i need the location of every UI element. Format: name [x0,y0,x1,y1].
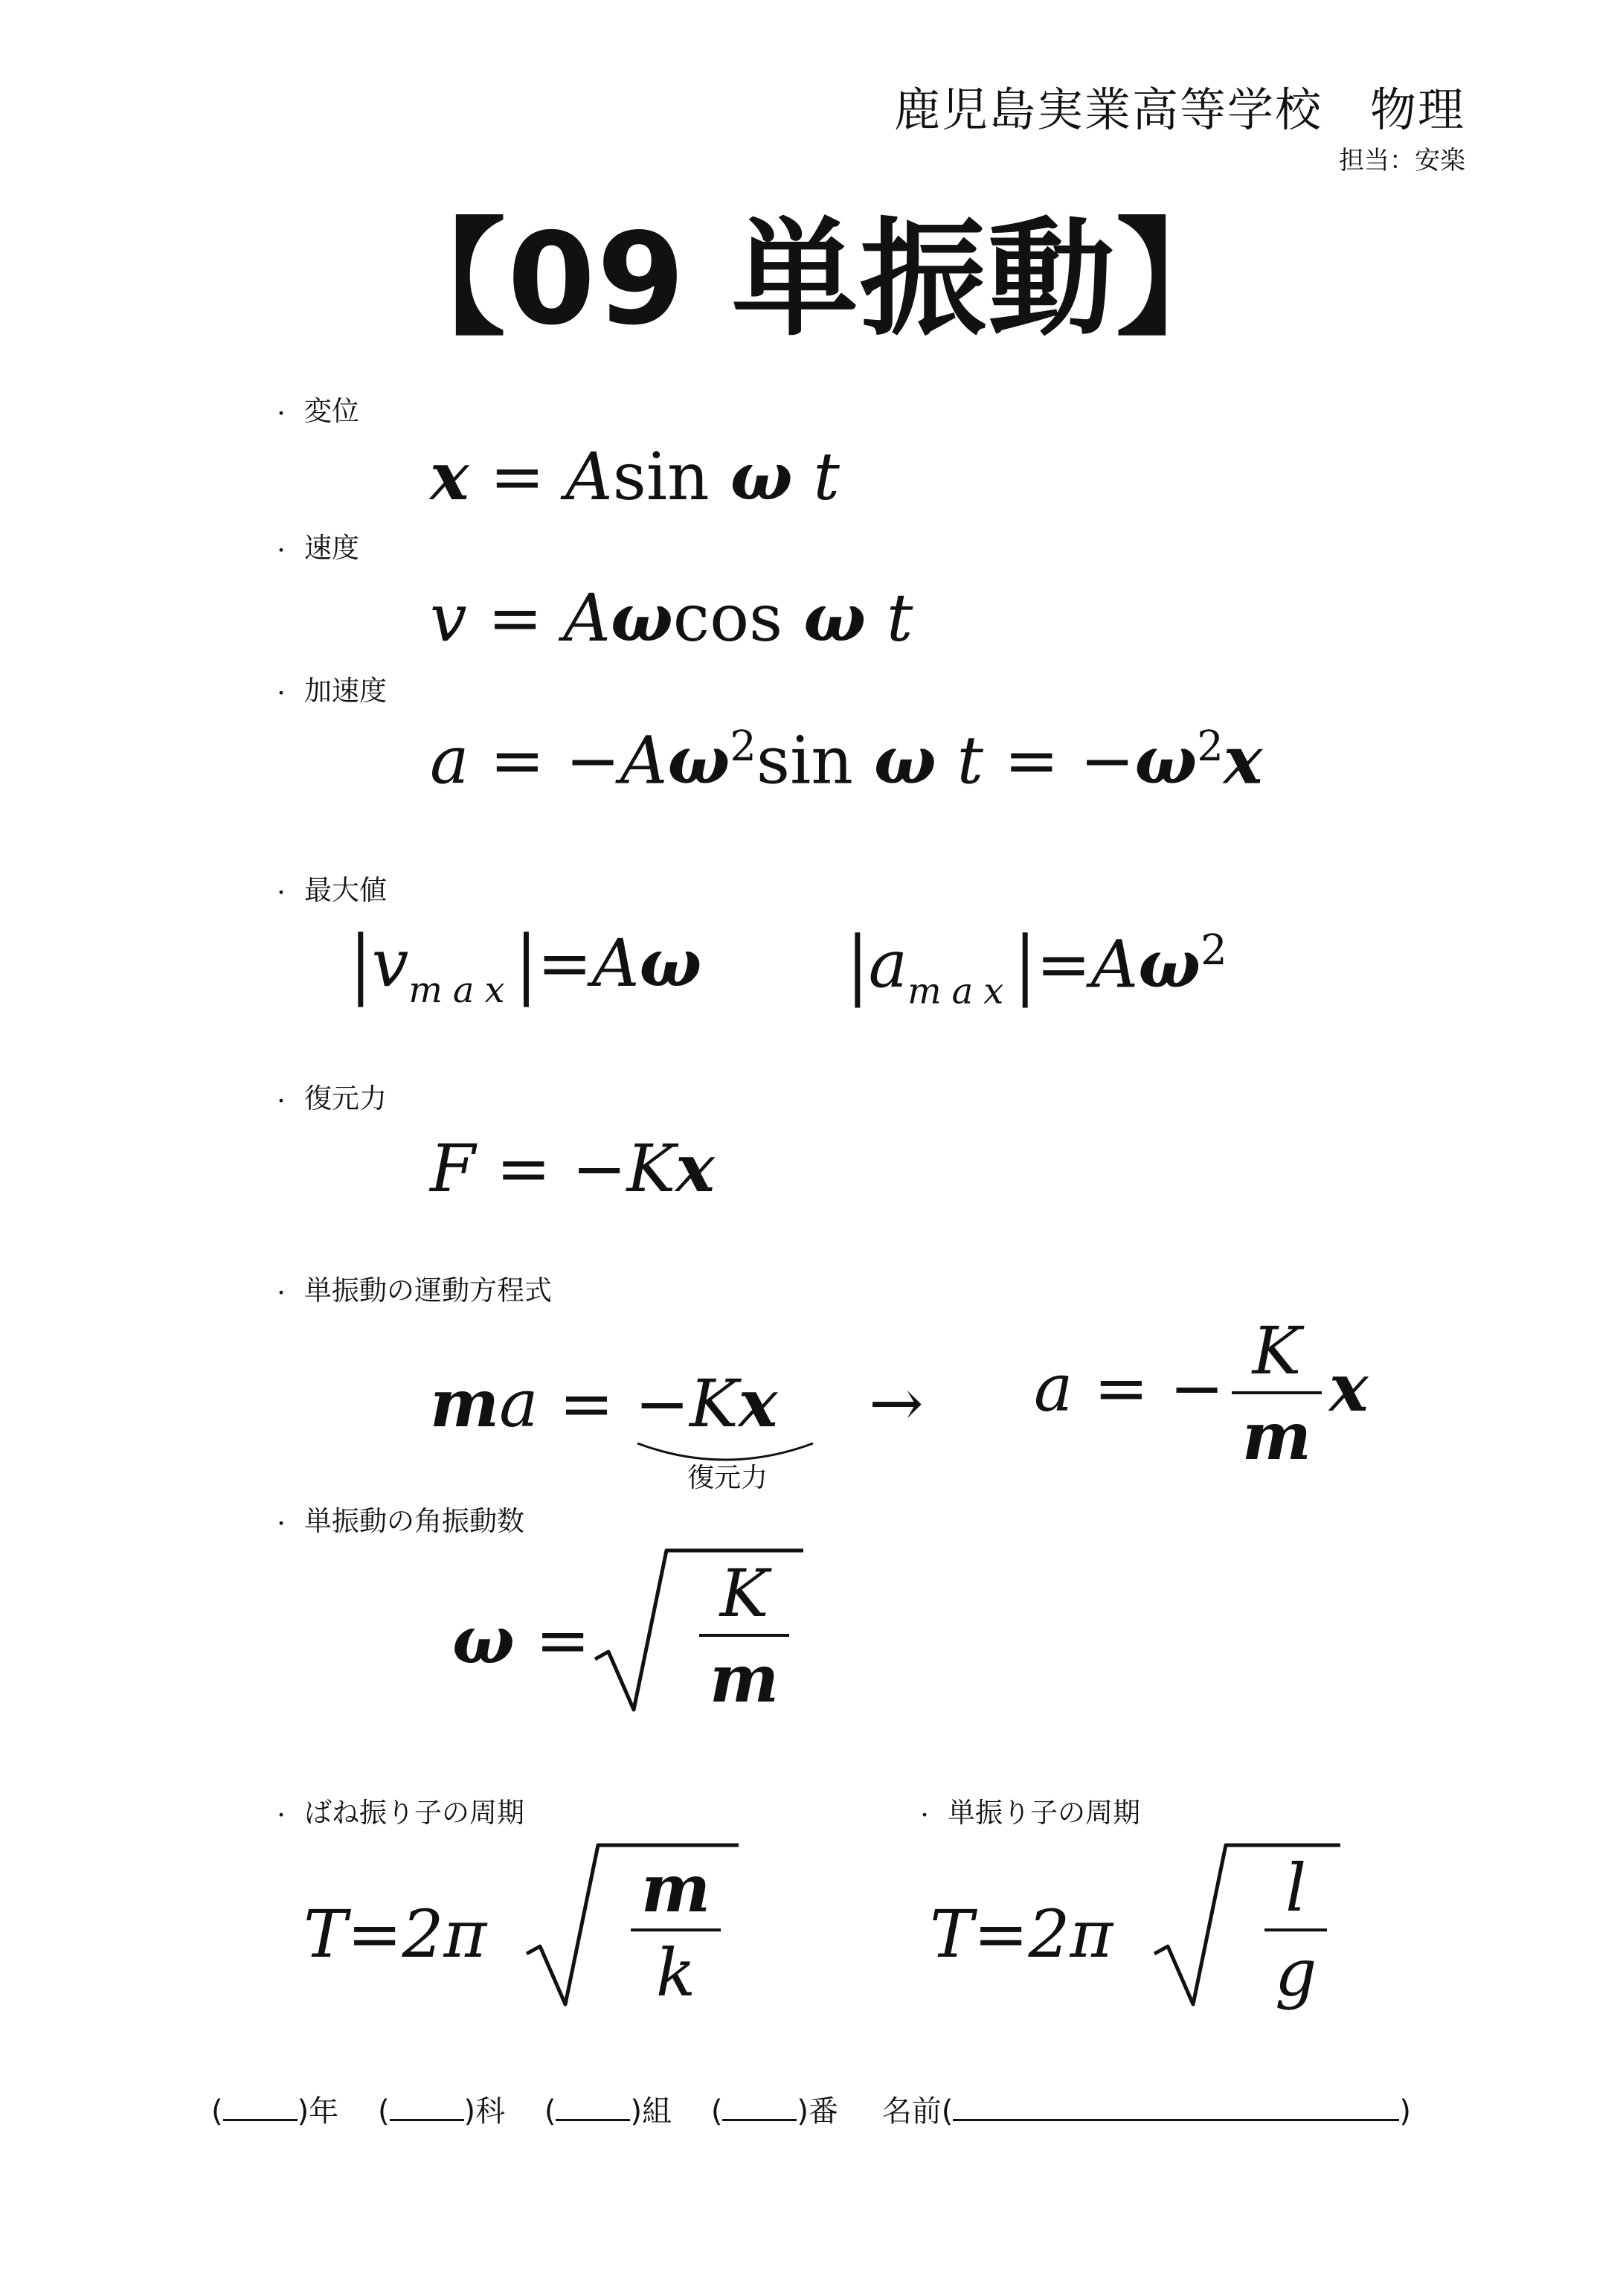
underbrace-note: 復元力 [687,1463,768,1493]
section-label-maximum: ・ 最大値 [271,874,388,906]
equation-acceleration: $a = -A\omega^2\sin$ ω $t = -\omega^2x$ [430,721,1263,799]
section-label-restoring-force: ・ 復元力 [271,1083,388,1115]
page-title: 【09 単振動】 [379,206,1244,353]
equation-velocity: v = Aωcos ω t [430,579,913,656]
equation-motion: ma = −Kx [430,1365,778,1442]
bullet: ・ [271,1513,292,1536]
bullet: ・ [271,403,292,426]
equation-spring-period-lhs: T=2π [303,1896,487,1972]
fraction-pendulum: $\frac{l}{g}$ [1257,1856,1334,2006]
bullet: ・ [271,1283,292,1305]
fraction-spring: $\frac{m}{k}$ [623,1856,728,2006]
section-label-spring-period: ・ ばね振り子の周期 [271,1797,525,1829]
equation-vmax: $|v_{max}|=A\omega$ [350,919,702,1011]
year-field[interactable] [223,2091,298,2121]
section-label-angular-frequency: ・ 単振動の角振動数 [271,1505,525,1537]
class-field[interactable] [556,2091,630,2121]
section-label-pendulum-period: ・ 単振り子の周期 [915,1797,1141,1829]
equation-displacement: x = Asin ω t [430,437,840,515]
section-label-velocity: ・ 速度 [271,532,360,564]
equation-amax: $|a_{max}|=A\omega^2$ [846,920,1227,1013]
bullet: ・ [271,882,292,905]
bullet: ・ [915,1805,935,1827]
course-field[interactable] [390,2091,464,2121]
bullet: ・ [271,1805,292,1827]
equation-pendulum-period-lhs: T=2π [930,1896,1113,1972]
bullet: ・ [271,540,292,562]
equation-omega-lhs: ω = [452,1601,591,1678]
equation-restoring-force: F = −Kx [430,1129,715,1207]
bullet: ・ [271,1091,292,1113]
teacher-name: 担当：安楽 [1339,146,1465,176]
equation-acceleration-result: a = − $\frac{K}{m}$ x [1034,1312,1369,1475]
section-label-displacement: ・ 変位 [271,395,360,427]
arrow: → [869,1365,924,1441]
section-label-acceleration: ・ 加速度 [271,675,388,707]
section-label-equation-of-motion: ・ 単振動の運動方程式 [271,1274,553,1306]
fraction-omega: $\frac{K}{m}$ [692,1561,797,1711]
name-field[interactable] [953,2091,1399,2121]
fraction: $\frac{K}{m}$ [1232,1318,1322,1469]
student-info-line: ( )年 ( )科 ( )組 ( )番 名前( ) [211,2088,1411,2130]
bullet: ・ [271,683,292,705]
number-field[interactable] [722,2091,797,2121]
school-subject: 鹿児島実業高等学校 物理 [893,83,1465,137]
